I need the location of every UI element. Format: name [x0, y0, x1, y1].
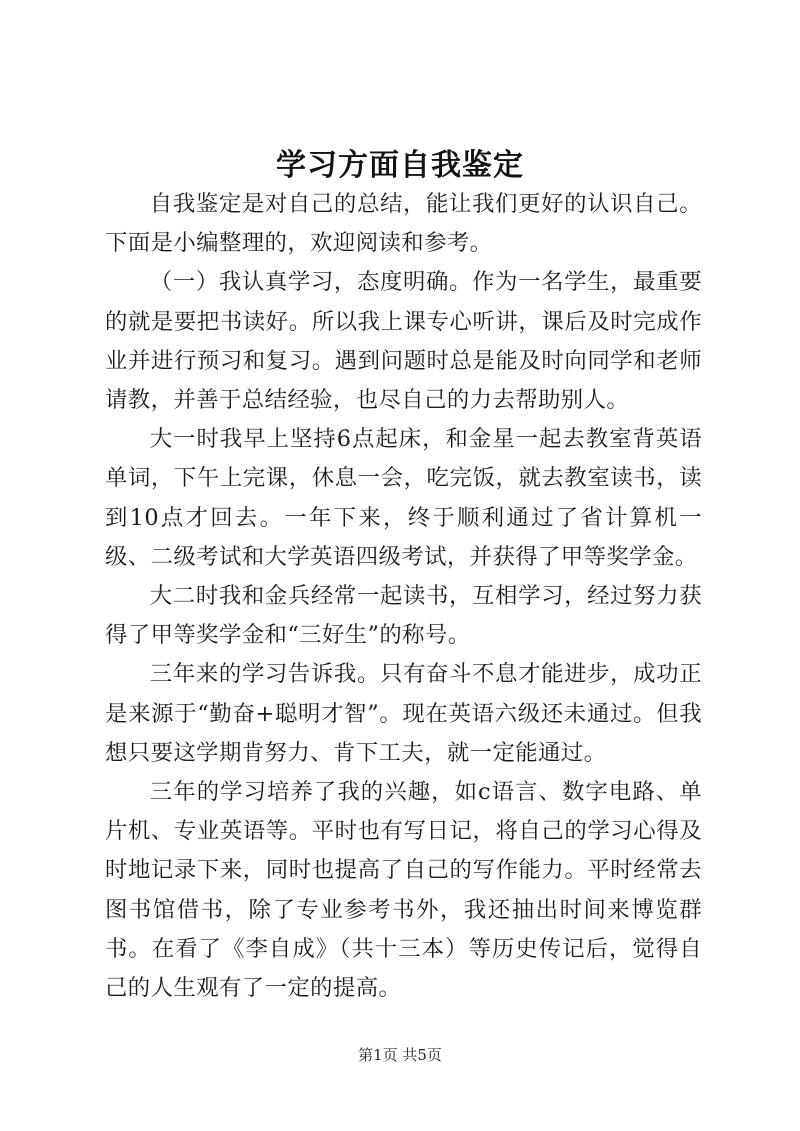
- paragraph-interests: 三年的学习培养了我的兴趣，如c语言、数字电路、单片机、专业英语等。平时也有写日记，将自己的学习心得及时地记录下来，同时也提高了自己的写作能力。平时经常去图书馆借书，除了专业参考书外，我还抽出时间来博览群书。在看了《李自成》（共十三本）等历史传记后，觉得自己的人生观有了一定的提高。: [105, 779, 702, 1002]
- document-body: [105, 185, 702, 1008]
- paragraph-attitude: （一）我认真学习，态度明确。作为一名学生，最重要的就是要把书读好。所以我上课专心听讲，课后及时完成作业并进行预习和复习。遇到问题时总是能及时向同学和老师请教，并善于总结经验，也尽自己的力去帮助别人。: [105, 269, 702, 414]
- document-title: 学习方面自我鉴定: [276, 148, 524, 183]
- page-number-footer: 第1页 共5页: [358, 1046, 442, 1064]
- paragraph-intro: 自我鉴定是对自己的总结，能让我们更好的认识自己。下面是小编整理的，欢迎阅读和参考。: [105, 191, 702, 257]
- paragraph-three-years: 三年来的学习告诉我。只有奋斗不息才能进步，成功正是来源于“勤奋+聪明才智”。现在英语六级还未通过。但我想只要这学期肯努力、肯下工夫，就一定能通过。: [105, 661, 702, 766]
- paragraph-second-year: 大二时我和金兵经常一起读书，互相学习，经过努力获得了甲等奖学金和“三好生”的称号。: [105, 583, 702, 649]
- paragraph-first-year: 大一时我早上坚持6点起床，和金星一起去教室背英语单词，下午上完课，休息一会，吃完饭，就去教室读书，读到10点才回去。一年下来，终于顺利通过了省计算机一级、二级考试和大学英语四级考试，并获得了甲等奖学金。: [105, 426, 702, 570]
